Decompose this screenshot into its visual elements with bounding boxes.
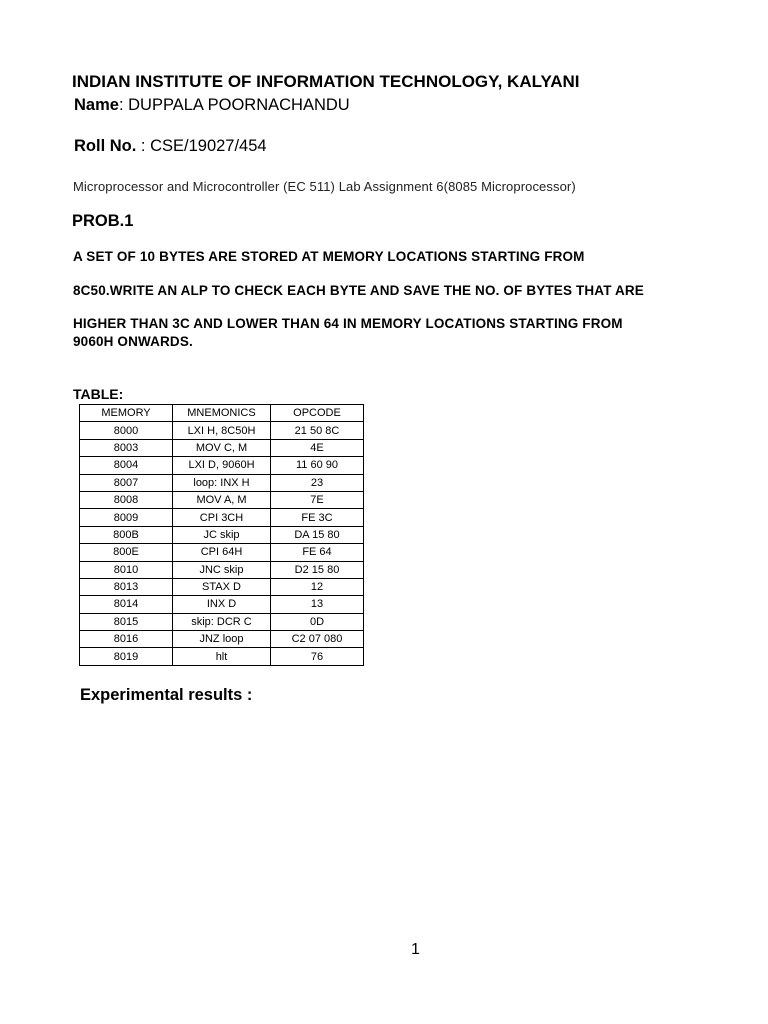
table-row	[80, 561, 364, 578]
institute-title: INDIAN INSTITUTE OF INFORMATION TECHNOLOGY, KALYANI	[72, 72, 580, 91]
memory-cell: 8007	[80, 474, 173, 491]
table-row	[80, 457, 364, 474]
course-title: Microprocessor and Microcontroller (EC 511) Lab Assignment 6(8085 Microprocessor)	[73, 179, 576, 194]
memory-cell: 800E	[80, 544, 173, 561]
opcode-cell: 0D	[271, 613, 364, 630]
mnemonic-cell: MOV C, M	[173, 439, 271, 456]
mnemonic-cell: JNZ loop	[173, 631, 271, 648]
problem-title: PROB.1	[72, 212, 134, 230]
roll-value: : CSE/19027/454	[136, 137, 267, 155]
roll-number-line	[74, 137, 267, 156]
table-header-row	[80, 405, 364, 422]
name-value: : DUPPALA POORNACHANDU	[118, 96, 350, 114]
opcode-cell: C2 07 080	[271, 631, 364, 648]
opcode-table	[79, 404, 364, 666]
memory-cell: 8010	[80, 561, 173, 578]
problem-line-1: A SET OF 10 BYTES ARE STORED AT MEMORY LOCATIONS STARTING FROM	[73, 249, 585, 264]
opcode-cell: D2 15 80	[271, 561, 364, 578]
memory-cell: 8014	[80, 596, 173, 613]
memory-cell: 8016	[80, 631, 173, 648]
table-label: TABLE:	[73, 386, 124, 402]
mnemonic-cell: LXI D, 9060H	[173, 457, 271, 474]
name-label: Name	[74, 96, 119, 114]
table-row	[80, 578, 364, 595]
opcode-cell: 23	[271, 474, 364, 491]
opcode-cell: DA 15 80	[271, 526, 364, 543]
header-memory: MEMORY	[80, 405, 173, 422]
memory-cell: 8013	[80, 578, 173, 595]
mnemonic-cell: hlt	[173, 648, 271, 665]
mnemonic-cell: MOV A, M	[173, 491, 271, 508]
memory-cell: 800B	[80, 526, 173, 543]
memory-cell: 8004	[80, 457, 173, 474]
mnemonic-cell: JC skip	[173, 526, 271, 543]
table-row	[80, 613, 364, 630]
opcode-cell: 12	[271, 578, 364, 595]
header-mnemonics: MNEMONICS	[173, 405, 271, 422]
problem-line-3: HIGHER THAN 3C AND LOWER THAN 64 IN MEMORY LOCATIONS STARTING FROM	[73, 316, 623, 331]
page-number: 1	[411, 941, 420, 958]
table-row	[80, 491, 364, 508]
opcode-cell: 13	[271, 596, 364, 613]
mnemonic-cell: STAX D	[173, 578, 271, 595]
table-row	[80, 648, 364, 665]
mnemonic-cell: CPI 64H	[173, 544, 271, 561]
mnemonic-cell: INX D	[173, 596, 271, 613]
roll-label: Roll No.	[74, 137, 137, 155]
memory-cell: 8000	[80, 422, 173, 439]
header-opcode: OPCODE	[271, 405, 364, 422]
student-name-line	[74, 96, 350, 115]
problem-line-2: 8C50.WRITE AN ALP TO CHECK EACH BYTE AND SAVE THE NO. OF BYTES THAT ARE	[73, 283, 644, 298]
memory-cell: 8015	[80, 613, 173, 630]
opcode-cell: FE 64	[271, 544, 364, 561]
mnemonic-cell: loop: INX H	[173, 474, 271, 491]
table-row	[80, 526, 364, 543]
opcode-cell: 76	[271, 648, 364, 665]
mnemonic-cell: JNC skip	[173, 561, 271, 578]
memory-cell: 8008	[80, 491, 173, 508]
table-body	[80, 422, 364, 665]
opcode-cell: 4E	[271, 439, 364, 456]
opcode-cell: 21 50 8C	[271, 422, 364, 439]
table-row	[80, 422, 364, 439]
experimental-results-heading: Experimental results :	[80, 686, 253, 704]
memory-cell: 8009	[80, 509, 173, 526]
mnemonic-cell: skip: DCR C	[173, 613, 271, 630]
problem-line-4: 9060H ONWARDS.	[73, 334, 193, 349]
table-row	[80, 544, 364, 561]
table-row	[80, 596, 364, 613]
memory-cell: 8003	[80, 439, 173, 456]
table-row	[80, 474, 364, 491]
mnemonic-cell: CPI 3CH	[173, 509, 271, 526]
mnemonic-cell: LXI H, 8C50H	[173, 422, 271, 439]
table-row	[80, 439, 364, 456]
opcode-cell: FE 3C	[271, 509, 364, 526]
memory-cell: 8019	[80, 648, 173, 665]
opcode-cell: 11 60 90	[271, 457, 364, 474]
opcode-cell: 7E	[271, 491, 364, 508]
table-row	[80, 631, 364, 648]
table-row	[80, 509, 364, 526]
